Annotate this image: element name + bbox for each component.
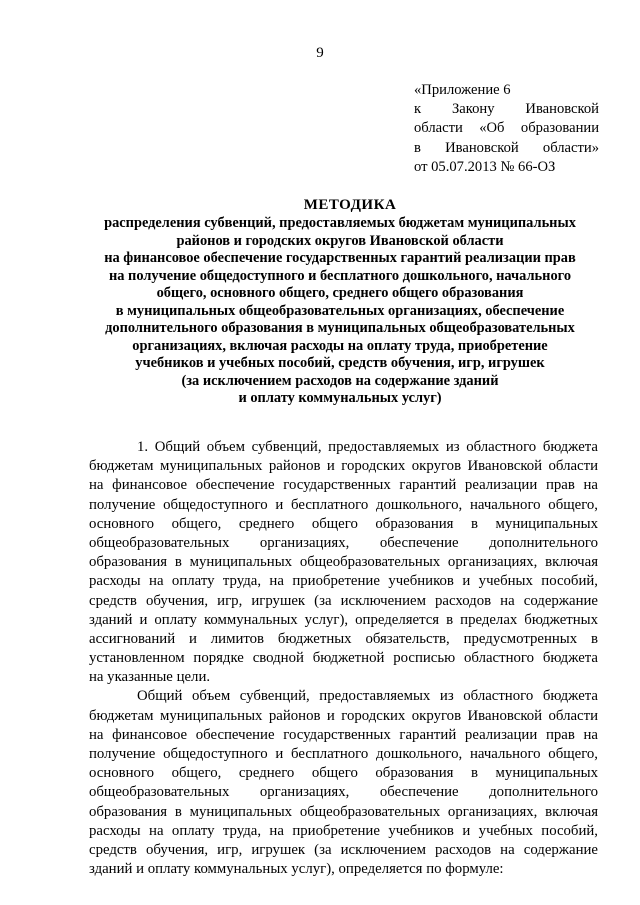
text-line: ассигнований и лимитов бюджетных обязательств, предусмотренных в (89, 630, 598, 647)
subtitle-line: и оплату коммунальных услуг) (238, 390, 442, 406)
appendix-line: области «Об образовании (414, 120, 599, 137)
subtitle-line: в муниципальных общеобразовательных организациях, обеспечение (115, 302, 565, 319)
document-heading (60, 195, 620, 408)
text-line: средств обучения, игр, игрушек (за исключением расходов на содержание (89, 592, 598, 609)
text-line: Общий объем субвенций, предоставляемых из областного бюджета (137, 688, 598, 705)
text-line: расходы на оплату труда, на приобретение учебников и учебных пособий, (89, 573, 598, 590)
text-line: основного общего, среднего общего образования в муниципальных (89, 765, 598, 782)
text-line: образования в муниципальных общеобразовательных организациях, включая (89, 554, 598, 571)
text-line: основного общего, среднего общего образования в муниципальных (89, 515, 598, 532)
appendix-line: к Закону Ивановской (414, 101, 599, 118)
paragraph-2 (89, 687, 598, 879)
subtitle-line: районов и городских округов Ивановской области (176, 232, 504, 249)
text-line: получение общедоступного и бесплатного дошкольного, начального общего, (89, 496, 598, 513)
subtitle-line: на получение общедоступного и бесплатного дошкольного, начального (108, 267, 572, 284)
text-line: общеобразовательных организациях, обеспечение дополнительного (89, 534, 598, 551)
text-line: бюджетам муниципальных районов и городских округов Ивановской области (89, 707, 598, 724)
subtitle-line: общего, основного общего, среднего общего образования (156, 285, 524, 301)
appendix-line: «Приложение 6 (414, 82, 511, 98)
text-line: зданий и оплату коммунальных услуг), определяется в пределах бюджетных (89, 611, 598, 628)
appendix-reference (414, 81, 599, 177)
document-body (89, 438, 598, 879)
appendix-line: в Ивановской области» (414, 139, 599, 156)
appendix-line: от 05.07.2013 № 66-ОЗ (414, 158, 556, 175)
document-title: МЕТОДИКА (303, 197, 397, 213)
text-line: установленном порядке сводной бюджетной росписью областного бюджета (89, 650, 598, 667)
text-line: образования в муниципальных общеобразовательных организациях, включая (89, 803, 598, 820)
text-line: 1. Общий объем субвенций, предоставляемых из областного бюджета (137, 439, 598, 455)
text-line: на финансовое обеспечение государственных гарантий реализации прав на (89, 726, 598, 743)
text-line: зданий и оплату коммунальных услуг), определяется по формуле: (89, 861, 504, 878)
subtitle-line: организациях, включая расходы на оплату труда, приобретение (132, 337, 548, 354)
text-line: бюджетам муниципальных районов и городских округов Ивановской области (89, 458, 598, 475)
paragraph-1 (89, 438, 598, 687)
text-line: получение общедоступного и бесплатного дошкольного, начального общего, (89, 746, 598, 762)
document-subtitle (60, 215, 620, 408)
text-line: расходы на оплату труда, на приобретение учебников и учебных пособий, (89, 822, 598, 839)
text-line: общеобразовательных организациях, обеспечение дополнительного (89, 784, 598, 801)
page-number: 9 (316, 45, 324, 61)
text-line: средств обучения, игр, игрушек (за исключением расходов на содержание (89, 841, 598, 858)
text-line: на указанные цели. (89, 669, 211, 686)
text-line: на финансовое обеспечение государственных гарантий реализации прав на (89, 477, 598, 494)
subtitle-line: учебников и учебных пособий, средств обучения, игр, игрушек (135, 355, 545, 371)
subtitle-line: на финансовое обеспечение государственных гарантий реализации прав (104, 250, 576, 266)
subtitle-line: распределения субвенций, предоставляемых бюджетам муниципальных (104, 215, 576, 231)
subtitle-line: (за исключением расходов на содержание зданий (181, 372, 499, 389)
subtitle-line: дополнительного образования в муниципальных общеобразовательных (105, 320, 575, 336)
